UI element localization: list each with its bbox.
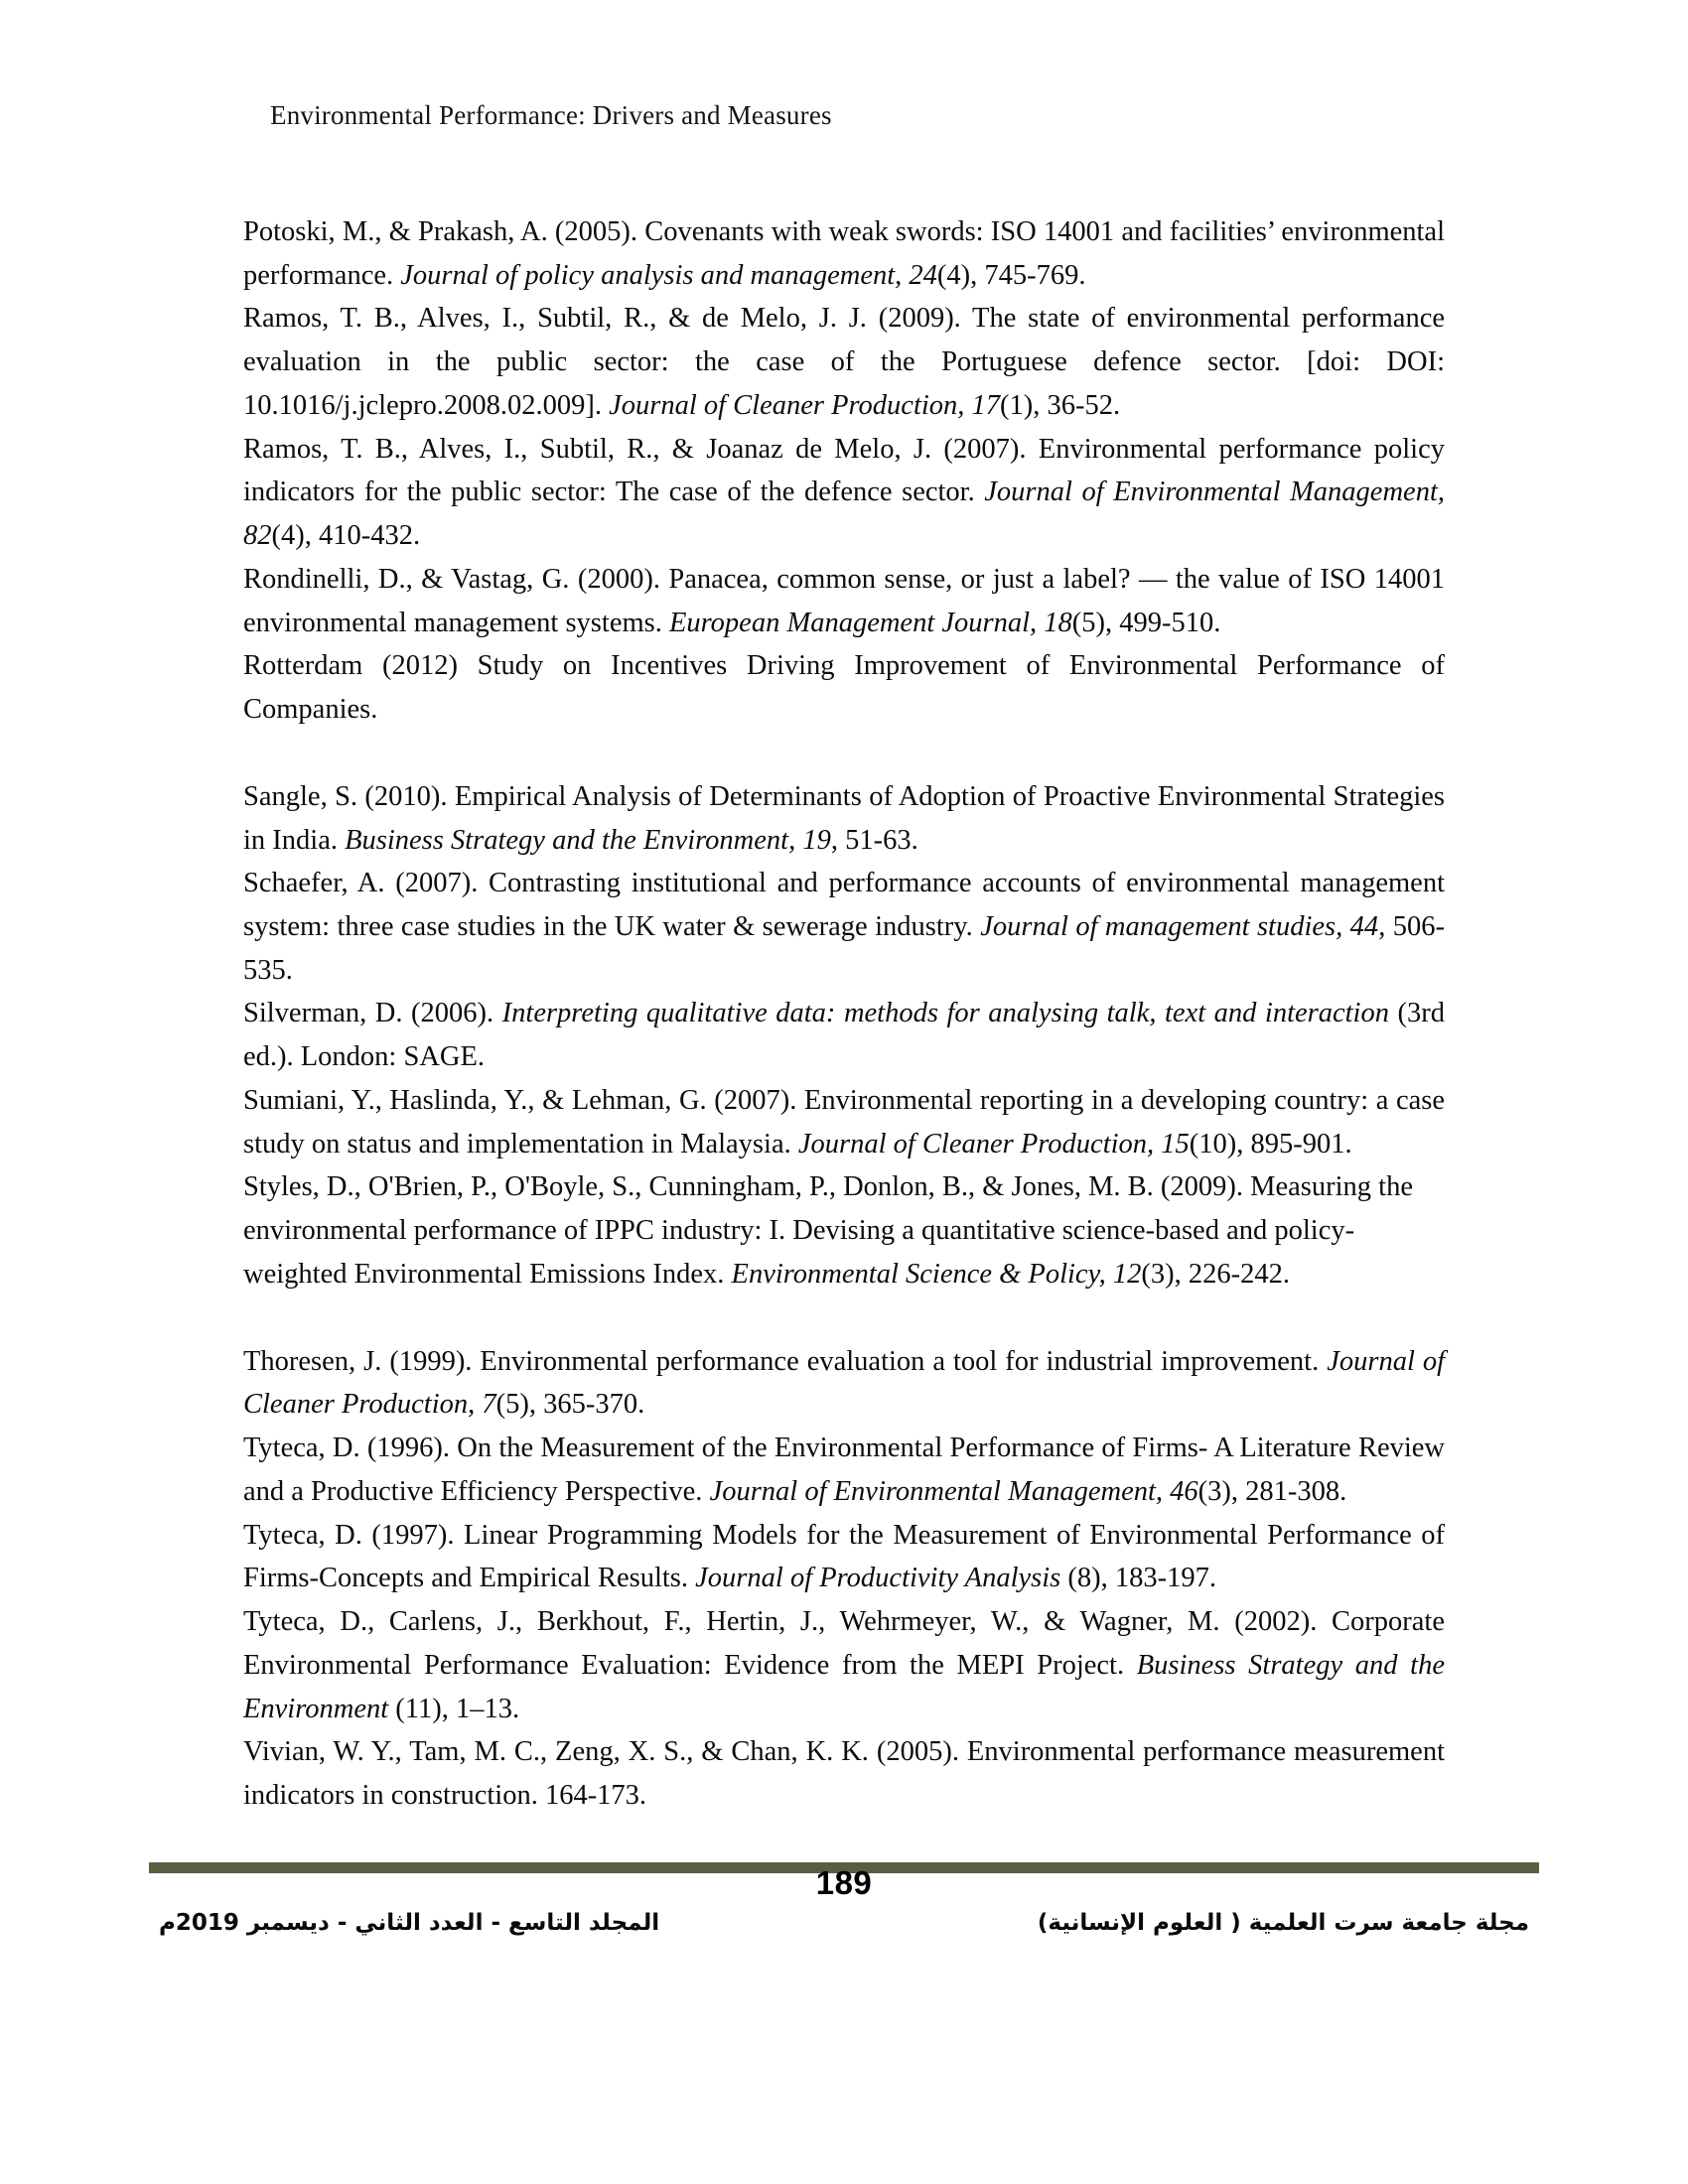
reference-entry xyxy=(243,558,1445,644)
page-footer xyxy=(0,1862,1688,1991)
paragraph-gap xyxy=(243,732,1445,775)
reference-text-run: (4), 745-769. xyxy=(936,259,1086,291)
reference-italic-run: Journal of Productivity Analysis xyxy=(695,1563,1061,1594)
reference-text-run: (4), 410-432. xyxy=(271,520,421,552)
reference-text-run: Sangle, S. (2010). Empirical Analysis of Determinants of Adoption of Proactive Environmental Strategies in India. xyxy=(243,780,1445,856)
reference-italic-run: Journal of policy analysis and management, 24 xyxy=(400,259,937,291)
reference-text-run: Rotterdam (2012) Study on Incentives Driving Improvement of Environmental Performance of Companies. xyxy=(243,650,1445,726)
reference-group-2 xyxy=(243,775,1445,1297)
reference-italic-run: Journal of Environmental Management, 46 xyxy=(709,1475,1198,1507)
reference-text-run: Rondinelli, D., & Vastag, G. (2000). Panacea, common sense, or just a label? — the value of ISO 14001 environmental management systems. xyxy=(243,563,1445,638)
reference-italic-run: Environmental Science & Policy, 12 xyxy=(731,1258,1142,1290)
reference-text-run: (3), 226-242. xyxy=(1141,1258,1291,1290)
reference-italic-run: Business Strategy and the Environment, 19 xyxy=(345,824,831,856)
reference-entry xyxy=(243,1427,1445,1513)
reference-italic-run: European Management Journal, 18 xyxy=(668,607,1072,638)
reference-text-run: Vivian, W. Y., Tam, M. C., Zeng, X. S., & Chan, K. K. (2005). Environmental performance measurement indicators in construction. 164-173. xyxy=(243,1736,1445,1811)
reference-group-1 xyxy=(243,210,1445,732)
reference-italic-run: Journal of Cleaner Production, 15 xyxy=(797,1128,1190,1160)
running-header: Environmental Performance: Drivers and Measures xyxy=(270,100,832,130)
reference-text-run: Thoresen, J. (1999). Environmental performance evaluation a tool for industrial improvement. xyxy=(243,1345,1328,1377)
references-body xyxy=(243,210,1445,1818)
reference-entry xyxy=(243,1340,1445,1427)
reference-entry xyxy=(243,992,1445,1078)
reference-entry xyxy=(243,644,1445,731)
reference-text-run: Silverman, D. (2006). xyxy=(243,998,502,1029)
reference-italic-run: Journal of Environmental Management, 82 xyxy=(243,477,1445,552)
page-number: 189 xyxy=(815,1864,873,1901)
reference-entry xyxy=(243,297,1445,427)
reference-text-run: (3), 281-308. xyxy=(1197,1475,1347,1507)
reference-entry xyxy=(243,1165,1445,1296)
reference-text-run: (11), 1–13. xyxy=(388,1693,520,1724)
reference-text-run: (1), 36-52. xyxy=(1000,389,1121,421)
reference-entry xyxy=(243,210,1445,297)
footer-text-row xyxy=(149,1908,1539,1939)
reference-text-run: Styles, D., O'Brien, P., O'Boyle, S., Cunningham, P., Donlon, B., & Jones, M. B. (2009). Measuring the environmental performance of IPPC industry: I. Devising a quantitative science-based and policy-weighted Environmental Emissions Index. xyxy=(243,1171,1413,1290)
reference-entry xyxy=(243,1514,1445,1600)
paragraph-gap xyxy=(243,1297,1445,1340)
reference-text-run: (10), 895-901. xyxy=(1189,1128,1352,1160)
reference-italic-run: Interpreting qualitative data: methods for analysing talk, text and interaction xyxy=(501,998,1389,1029)
reference-text-run: (5), 499-510. xyxy=(1071,607,1221,638)
reference-text-run: Tyteca, D. (1996). On the Measurement of the Environmental Performance of Firms- A Literature Review and a Productive Efficiency Perspective. xyxy=(243,1433,1445,1507)
reference-entry xyxy=(243,428,1445,558)
reference-entry xyxy=(243,1730,1445,1817)
reference-text-run: Schaefer, A. (2007). Contrasting institutional and performance accounts of environmental management system: three case studies in the UK water & sewerage industry. xyxy=(243,868,1445,943)
reference-italic-run: Journal of Cleaner Production, 17 xyxy=(609,389,1001,421)
reference-entry xyxy=(243,1600,1445,1730)
reference-text-run: Ramos, T. B., Alves, I., Subtil, R., & de Melo, J. J. (2009). The state of environmental performance evaluation in the public sector: the case of the Portuguese defence sector. [doi: DOI: 10.1016/j.jclepro.2008.02.009]. xyxy=(243,303,1445,421)
reference-text-run: Sumiani, Y., Haslinda, Y., & Lehman, G. (2007). Environmental reporting in a developing country: a case study on status and implementation in Malaysia. xyxy=(243,1084,1445,1160)
reference-text-run: , 51-63. xyxy=(830,824,918,856)
reference-text-run: (3rd ed.). London: SAGE. xyxy=(243,998,1445,1073)
reference-entry xyxy=(243,775,1445,862)
footer-journal-name: مجلة جامعة سرت العلمية ( العلوم الإنسانية) xyxy=(1037,1910,1529,1936)
reference-text-run: Tyteca, D. (1997). Linear Programming Models for the Measurement of Environmental Performance of Firms-Concepts and Empirical Results. xyxy=(243,1519,1445,1594)
reference-text-run: Tyteca, D., Carlens, J., Berkhout, F., Hertin, J., Wehrmeyer, W., & Wagner, M. (2002). Corporate Environmental Performance Evaluation: Evidence from the MEPI Project. xyxy=(243,1606,1445,1681)
reference-text-run: Ramos, T. B., Alves, I., Subtil, R., & Joanaz de Melo, J. (2007). Environmental performance policy indicators for the public sector: The case of the defence sector. xyxy=(243,433,1445,508)
reference-italic-run: Journal of Cleaner Production, 7 xyxy=(243,1345,1446,1421)
reference-text-run: , 506-535. xyxy=(243,911,1445,986)
reference-italic-run: Journal of management studies, 44 xyxy=(980,911,1379,943)
reference-entry xyxy=(243,862,1445,992)
reference-group-3 xyxy=(243,1340,1445,1818)
reference-text-run: Potoski, M., & Prakash, A. (2005). Covenants with weak swords: ISO 14001 and facilities’ environmental performance. xyxy=(243,216,1445,291)
reference-entry xyxy=(243,1079,1445,1165)
reference-text-run: (8), 183-197. xyxy=(1060,1563,1216,1594)
reference-text-run: (5), 365-370. xyxy=(495,1389,645,1421)
footer-issue-info: المجلد التاسع - العدد الثاني - ديسمبر 2019م xyxy=(159,1910,660,1936)
reference-italic-run: Business Strategy and the Environment xyxy=(243,1649,1446,1724)
